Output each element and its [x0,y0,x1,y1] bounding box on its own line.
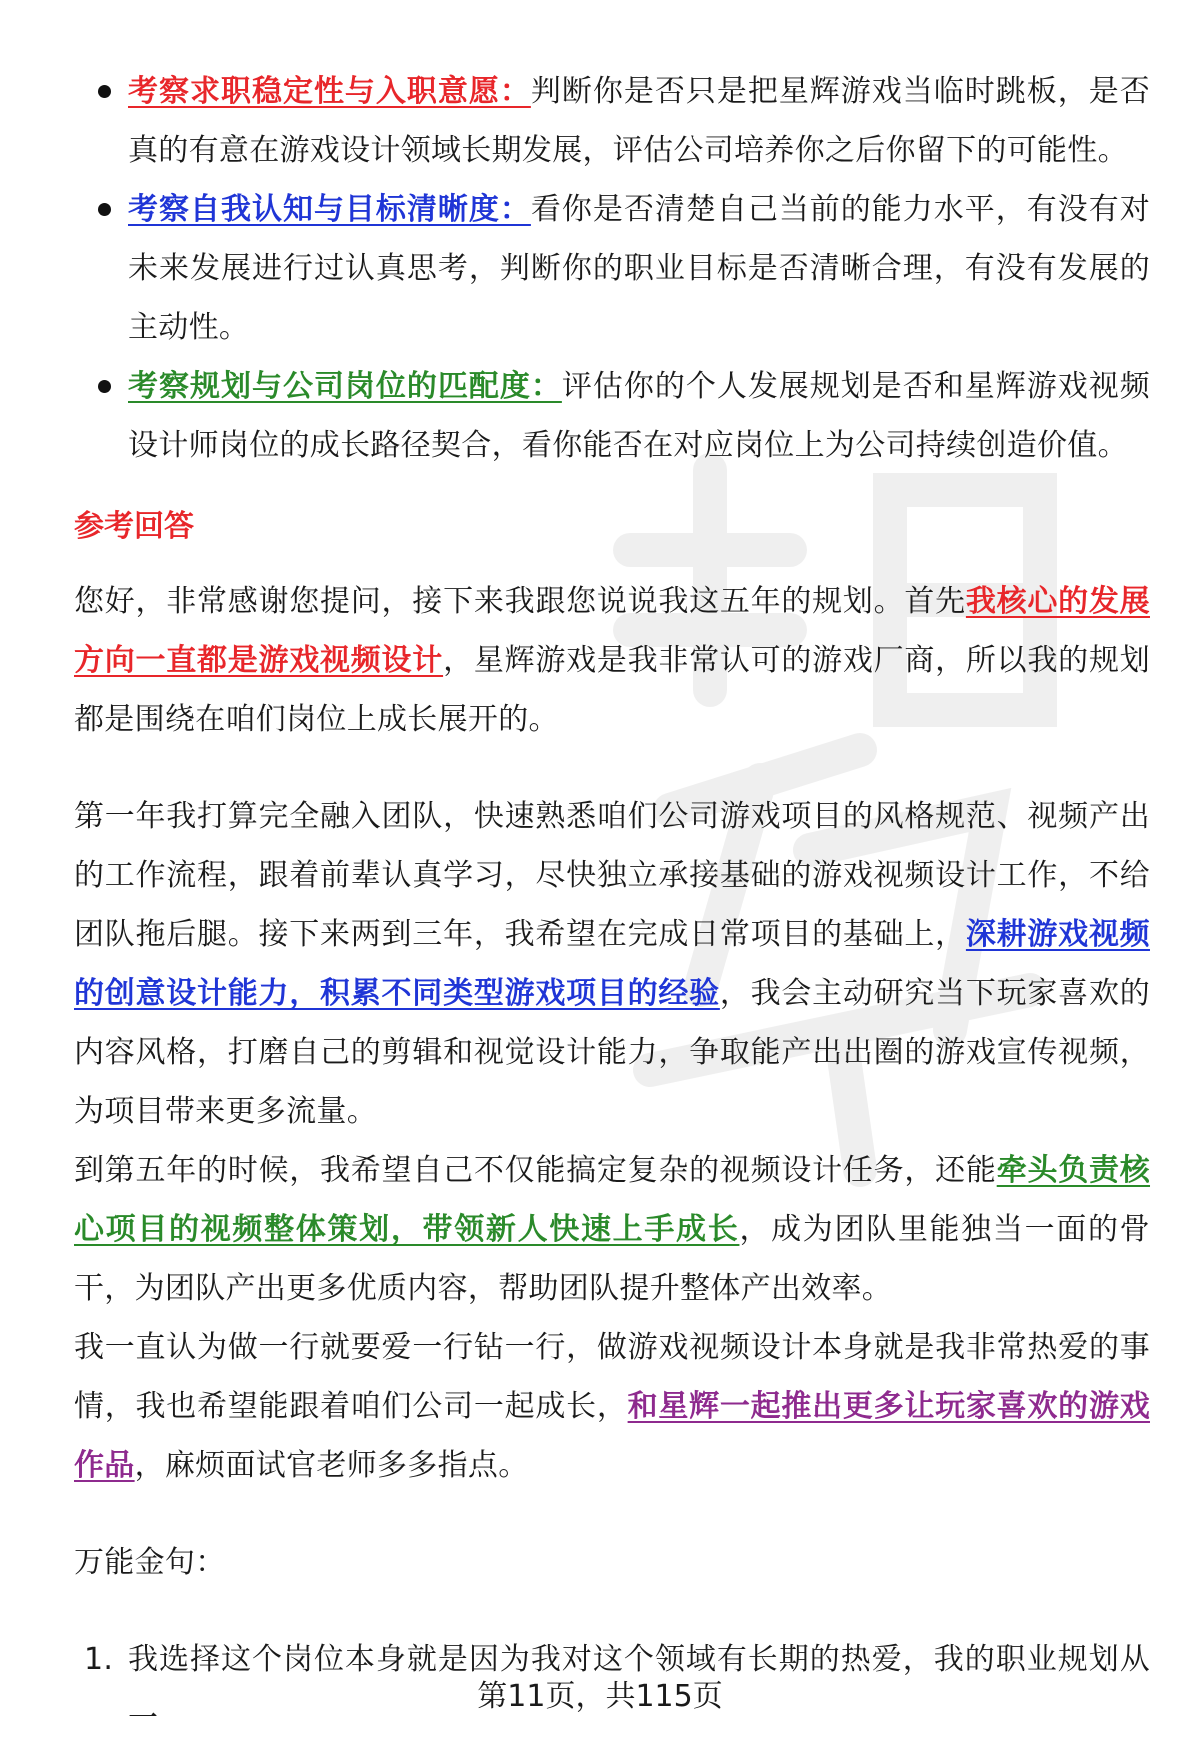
section-title-reference-answer: 参考回答 [74,509,194,544]
bullet-item-stability [74,62,1150,180]
main-content [74,62,1150,1748]
list-number: 1. [84,1642,114,1677]
answer-paragraph-2 [74,787,1150,1141]
bullet-dot-icon [98,380,111,393]
page-footer-page-number: 第11页，共115页 [477,1679,723,1714]
spacer [74,1495,1150,1533]
bullet-label: 考察求职稳定性与入职意愿： [128,74,531,109]
highlight-segment: 我核心的发展方向一直都是游戏视频设计 [74,584,1150,678]
text-segment: ，我会主动研究当下玩家喜欢的内容风格，打磨自己的剪辑和视觉设计能力，争取能产出出圈的游戏宣传视频，为项目带来更多流量。 [74,976,1150,1129]
bullet-text: 评估你的个人发展规划是否和星辉游戏视频设计师岗位的成长路径契合，看你能否在对应岗位上为公司持续创造价值。 [128,369,1151,463]
evaluation-bullet-list [74,62,1150,475]
spacer [74,749,1150,787]
highlight-segment: 和星辉一起推出更多让玩家喜欢的游戏作品 [74,1389,1150,1483]
golden-sentences-title: 万能金句： [74,1545,226,1580]
bullet-text: 判断你是否只是把星辉游戏当临时跳板，是否真的有意在游戏设计领域长期发展，评估公司培养你之后你留下的可能性。 [128,74,1151,168]
answer-paragraph-3 [74,1141,1150,1318]
bullet-item-role-fit [74,357,1150,475]
text-segment: ，麻烦面试官老师多多指点。 [134,1448,529,1483]
bullet-text: 看你是否清楚自己当前的能力水平，有没有对未来发展进行过认真思考，判断你的职业目标是否清晰合理，有没有发展的主动性。 [128,192,1151,345]
text-segment: 第一年我打算完全融入团队，快速熟悉咱们公司游戏项目的风格规范、视频产出的工作流程，跟着前辈认真学习，尽快独立承接基础的游戏视频设计工作，不给团队拖后腿。接下来两到三年，我希望在完成日常项目的基础上， [74,799,1150,952]
golden-sentence-text: 我选择这个岗位本身就是因为我对这个领域有长期的热爱，我的职业规划从一 [128,1642,1150,1736]
answer-paragraph-1 [74,572,1150,749]
bullet-dot-icon [98,85,111,98]
text-segment: 我一直认为做一行就要爱一行钻一行，做游戏视频设计本身就是我非常热爱的事情，我也希望能跟着咱们公司一起成长， [74,1330,1150,1424]
text-segment: ，成为团队里能独当一面的骨干，为团队产出更多优质内容，帮助团队提升整体产出效率。 [74,1212,1150,1306]
text-segment: 您好，非常感谢您提问，接下来我跟您说说我这五年的规划。首先 [74,584,966,619]
text-segment: ，星辉游戏是我非常认可的游戏厂商，所以我的规划都是围绕在咱们岗位上成长展开的。 [74,643,1150,737]
bullet-label: 考察规划与公司岗位的匹配度： [128,369,562,404]
text-segment: 到第五年的时候，我希望自己不仅能搞定复杂的视频设计任务，还能 [74,1153,997,1188]
spacer [74,1592,1150,1630]
bullet-label: 考察自我认知与目标清晰度： [128,192,531,227]
bullet-dot-icon [98,203,111,216]
bullet-item-self-awareness [74,180,1150,357]
highlight-segment: 深耕游戏视频的创意设计能力，积累不同类型游戏项目的经验 [74,917,1150,1011]
highlight-segment: 牵头负责核心项目的视频整体策划，带领新人快速上手成长 [74,1153,1151,1247]
answer-paragraph-4 [74,1318,1150,1495]
